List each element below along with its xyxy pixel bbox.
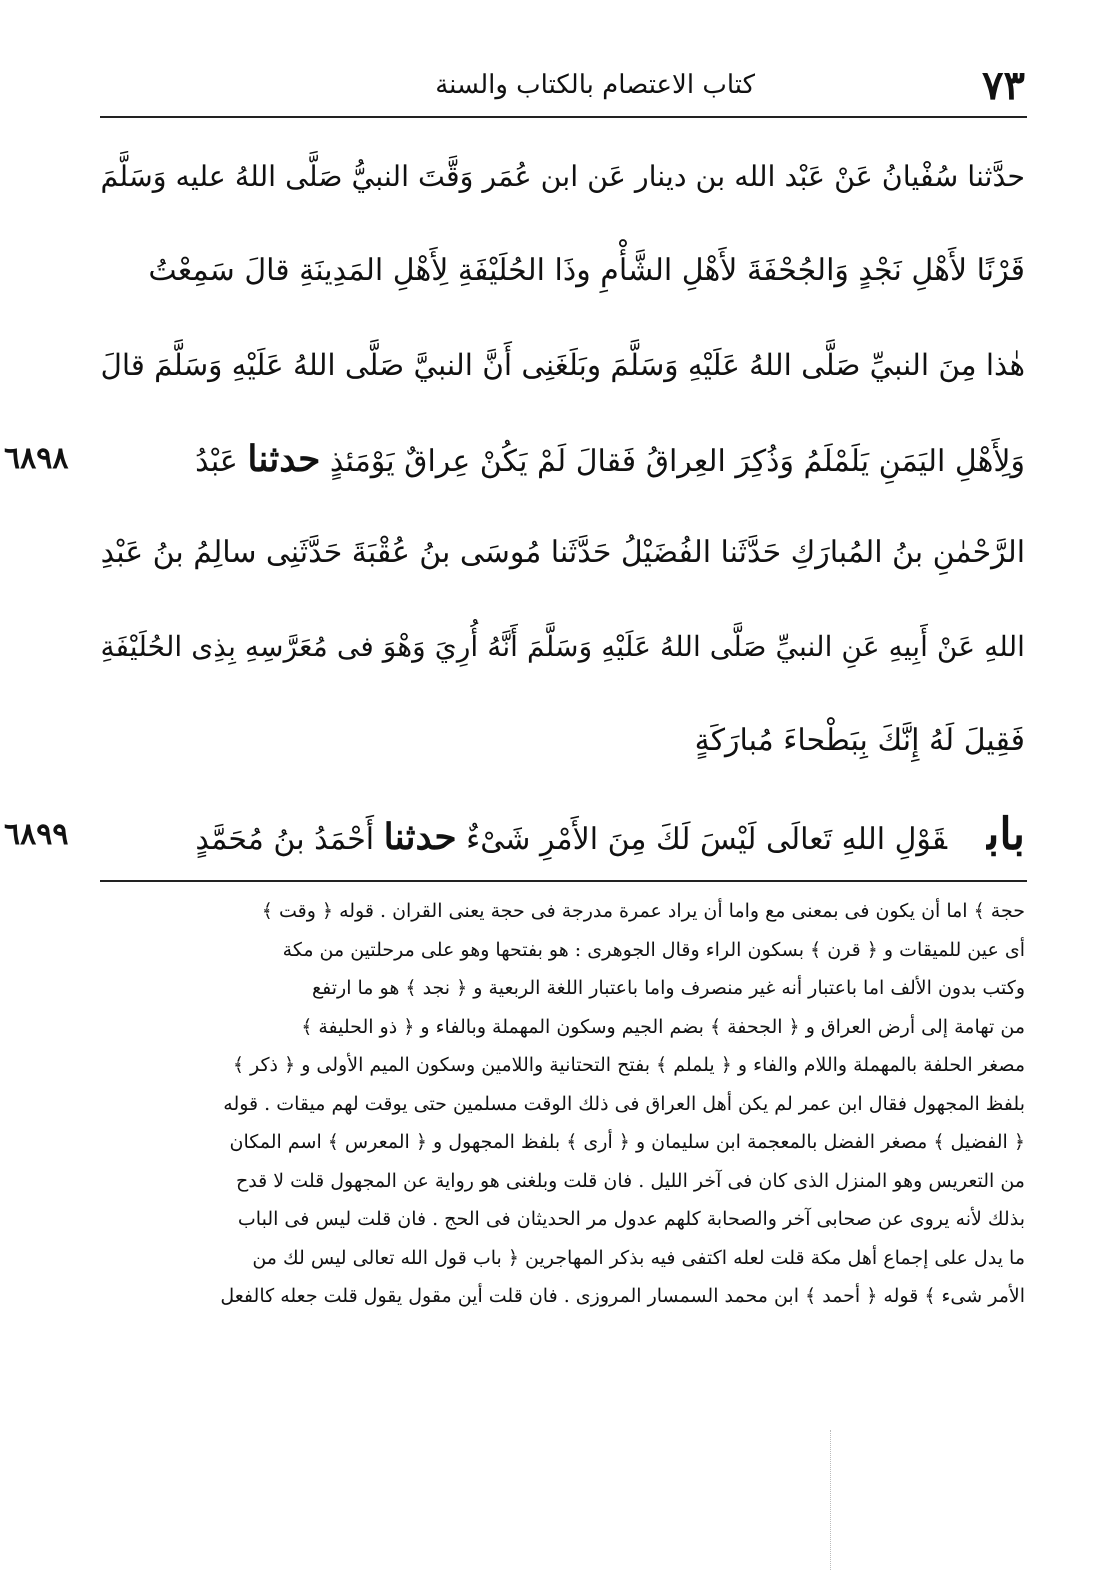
footnote-line: أى عين للميقات و ﴿ قرن ﴾ بسكون الراء وقال الجوهرى : هو بفتحها وهو على مرحلتين من مكة bbox=[282, 938, 1025, 961]
main-text-line bbox=[100, 130, 1025, 224]
main-text-line bbox=[100, 600, 1025, 694]
text-segment: حدَّثنا سُفْيانُ عَنْ عَبْد الله بن دينار عَن ابن عُمَر وَقَّتَ النبيُّ صَلَّى اللهُ عليه وَسَلَّمَ bbox=[100, 160, 1025, 193]
page-crease bbox=[830, 1430, 831, 1570]
page-number: ٧٣ bbox=[982, 62, 1025, 109]
main-text-line bbox=[4, 788, 1025, 882]
footnote-line: ما يدل على إجماع أهل مكة قلت لعله اكتفى فيه بذكر المهاجرين ﴿ باب قول الله تعالى ليس لك من bbox=[252, 1246, 1025, 1269]
footnote-line: ﴿ الفضيل ﴾ مصغر الفضل بالمعجمة ابن سليمان و ﴿ أرى ﴾ بلفظ المجهول و ﴿ المعرس ﴾ اسم المكان bbox=[229, 1131, 1025, 1153]
footnote-divider bbox=[100, 880, 1027, 882]
text-segment: اللهِ عَنْ أَبِيهِ عَنِ النبيِّ صَلَّى اللهُ عَلَيْهِ وَسَلَّمَ أَنَّهُ أُرِيَ وَهْوَ فى مُعَرَّسِهِ بِذِى الحُلَيْفَةِ bbox=[100, 630, 1025, 663]
text-segment: عَبْدُ bbox=[195, 444, 248, 479]
hadith-number: ٦٨٩٨ bbox=[4, 441, 69, 476]
main-text-block bbox=[4, 130, 1025, 882]
hadith-number: ٦٨٩٩ bbox=[4, 817, 69, 852]
line-text bbox=[195, 412, 1025, 509]
line-text bbox=[100, 130, 1025, 224]
line-text bbox=[195, 788, 1025, 887]
page-header bbox=[100, 60, 1025, 116]
haddathana-marker: حدثنا bbox=[247, 438, 321, 480]
footnote-line: حجة ﴾ اما أن يكون فى بمعنى مع واما أن يراد عمرة مدرجة فى حجة يعنى القران . قوله ﴿ وقت ﴾ bbox=[261, 900, 1025, 922]
text-segment: أَحْمَدُ بنُ مُحَمَّدٍ bbox=[195, 822, 384, 857]
line-text bbox=[695, 694, 1025, 788]
footnote-line: من تهامة إلى أرض العراق و ﴿ الجحفة ﴾ بضم الجيم وسكون المهملة وبالفاء و ﴿ ذو الحليفة ﴾ bbox=[301, 1015, 1025, 1038]
line-text bbox=[101, 506, 1025, 600]
main-text-line bbox=[100, 506, 1025, 600]
main-text-line bbox=[4, 412, 1025, 506]
text-segment: قَوْلِ اللهِ تَعالَى لَيْسَ لَكَ مِنَ الأَمْرِ شَىْءٌ bbox=[456, 822, 948, 857]
main-text-line bbox=[100, 318, 1025, 412]
footnote-line: الأمر شىء ﴾ قوله ﴿ أحمد ﴾ ابن محمد السمسار المروزى . فان قلت أين مقول يقول قلت جعله كالفعل bbox=[220, 1285, 1025, 1307]
line-text bbox=[100, 318, 1025, 412]
text-segment: قَرْنًا لأَهْلِ نَجْدٍ وَالجُحْفَةَ لأَهْلِ الشَّأْمِ وذَا الحُلَيْفَةِ لِأَهْلِ المَدِينَةِ قالَ سَمِعْتُ bbox=[148, 253, 1025, 288]
footnote-line: بلفظ المجهول فقال ابن عمر لم يكن أهل العراق فى ذلك الوقت مسلمين حتى يوقت لهم ميقات . قوله bbox=[223, 1092, 1025, 1115]
haddathana-marker: حدثنا bbox=[383, 816, 457, 858]
main-text-line bbox=[100, 224, 1025, 318]
header-divider bbox=[100, 116, 1027, 118]
footnote-line: وكتب بدون الألف اما باعتبار أنه غير منصرف واما باعتبار اللغة الربعية و ﴿ نجد ﴾ هو ما ارتفع bbox=[312, 977, 1025, 999]
footnote-line: من التعريس وهو المنزل الذى كان فى آخر الليل . فان قلت وبلغنى هو رواية عن المجهول قلت لا قدح bbox=[235, 1169, 1025, 1192]
line-text bbox=[148, 224, 1025, 318]
footnote-line: بذلك لأنه يروى عن صحابى آخر والصحابة كلهم عدول مر الحديثان فى الحج . فان قلت ليس فى الباب bbox=[237, 1208, 1025, 1230]
line-text bbox=[100, 600, 1025, 694]
footnotes-block bbox=[100, 892, 1025, 1316]
text-segment: وَلِأَهْلِ اليَمَنِ يَلَمْلَمُ وَذُكِرَ العِراقُ فَقالَ لَمْ يَكُنْ عِراقٌ يَوْمَئذٍ bbox=[320, 444, 1025, 479]
text-segment: فَقِيلَ لَهُ إِنَّكَ بِبَطْحاءَ مُبارَكَةٍ bbox=[694, 723, 1025, 758]
bab-heading: باب bbox=[987, 809, 1025, 860]
main-text-line bbox=[100, 694, 1025, 788]
footnote-line: مصغر الحلفة بالمهملة واللام والفاء و ﴿ يلملم ﴾ بفتح التحتانية واللامين وسكون الميم الأولى و ﴿ ذكر ﴾ bbox=[232, 1054, 1025, 1076]
running-title: كتاب الاعتصام بالكتاب والسنة bbox=[435, 70, 755, 100]
text-segment: هٰذا مِنَ النبيِّ صَلَّى اللهُ عَلَيْهِ وَسَلَّمَ وبَلَغَنِى أَنَّ النبيَّ صَلَّى اللهُ عَلَيْهِ وَسَلَّمَ قالَ bbox=[100, 348, 1025, 382]
text-segment: الرَّحْمٰنِ بنُ المُبارَكِ حَدَّثَنا الفُضَيْلُ حَدَّثَنا مُوسَى بنُ عُقْبَةَ حَدَّثَنِى سالِمُ بنُ عَبْدِ bbox=[100, 535, 1025, 570]
